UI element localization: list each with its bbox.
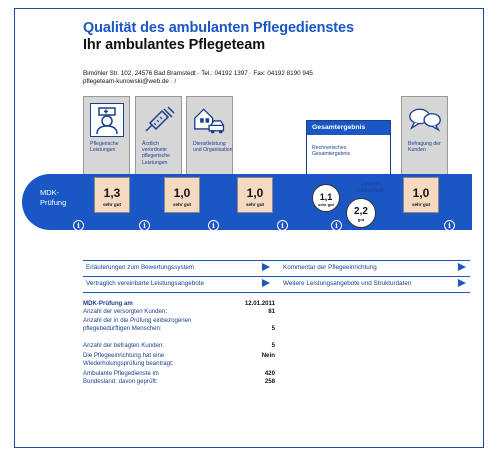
address-line: Bimöhler Str. 102, 24576 Bad Bramstedt · Tel.: 04192 1397 · Fax: 04192 8190 945 [83, 70, 313, 77]
stat-label: MDK-Prüfung am [83, 300, 133, 307]
arrow-right-icon[interactable] [262, 279, 270, 287]
landes-label-line1: Landes- [360, 181, 380, 187]
arrow-right-icon[interactable] [458, 263, 466, 271]
grade-box-befragung [403, 177, 439, 213]
stat-label: Die Pflegeeinrichtung hat eine Wiederholungsprüfung beantragt: [83, 352, 174, 367]
tab-pflegerische-leistungen[interactable] [83, 96, 130, 176]
syringe-icon [142, 103, 176, 137]
stat-row [83, 308, 275, 316]
stat-label: Ambulante Pflegedienste im Bundesland: davon geprüft: [83, 370, 159, 385]
grade-value: 1,0 [173, 186, 191, 200]
tab-label: Befragung der Kunden [408, 141, 441, 154]
tab-label: Dienstleistung und Organisation [193, 141, 233, 154]
tab-header: Gesamtergebnis [307, 121, 390, 135]
tab-dienstleistung[interactable] [186, 96, 233, 176]
landesdurchschnitt-label [356, 181, 384, 194]
grade-text: sehr gut [102, 202, 122, 207]
divider [83, 260, 470, 261]
house-car-icon [193, 103, 227, 137]
stat-row [83, 370, 275, 385]
nurse-icon [90, 103, 124, 137]
stat-label: Anzahl der in die Prüfung einbezogenen pflegebedürftigen Menschen: [83, 317, 192, 332]
arrow-right-icon[interactable] [262, 263, 270, 271]
link-leistungsangebote[interactable]: Vertraglich vereinbarte Leistungsangebote [86, 280, 204, 287]
page-subtitle: Ihr ambulantes Pflegeteam [83, 37, 266, 53]
stat-value: 5 [271, 342, 275, 349]
mdk-label-line1: MDK- [40, 188, 60, 197]
link-kommentar[interactable]: Kommentar der Pflegeeinrichtung [283, 264, 377, 271]
grade-value: 1,1 [319, 192, 333, 202]
stat-label: Anzahl der versorgten Kunden: [83, 308, 168, 315]
stat-value: 420 258 [264, 370, 275, 385]
grade-value: 1,0 [246, 186, 264, 200]
info-icon[interactable]: i [444, 220, 455, 231]
stat-value: 81 [268, 308, 275, 315]
page-title: Qualität des ambulanten Pflegedienstes [83, 20, 354, 36]
link-erlaeuterungen[interactable]: Erläuterungen zum Bewertungssystem [86, 264, 195, 271]
grade-text: sehr gut [411, 202, 431, 207]
link-strukturdaten[interactable]: Weitere Leistungsangebote und Strukturdaten [283, 280, 412, 287]
grade-value: 1,3 [103, 186, 121, 200]
info-icon[interactable]: i [331, 220, 342, 231]
stat-row [83, 342, 275, 350]
stat-row [83, 352, 275, 367]
stat-value: 12.01.2011 [244, 300, 275, 307]
info-icon[interactable]: i [139, 220, 150, 231]
stat-label: Anzahl der befragten Kunden: [83, 342, 164, 349]
grade-text: gut [357, 217, 365, 222]
grade-text: sehr gut [172, 202, 192, 207]
info-icon[interactable]: i [277, 220, 288, 231]
grade-text: sehr gut [318, 202, 334, 207]
grade-box-aerztlich [164, 177, 200, 213]
grade-circle-gesamt [312, 184, 340, 212]
email-line: pflegeteam-kunowski@web.de · / [83, 78, 177, 85]
grade-box-pflegerische [94, 177, 130, 213]
stat-value: Nein [261, 352, 275, 359]
landes-label-line2: durchschnitt [356, 187, 384, 194]
info-icon[interactable]: i [208, 220, 219, 231]
grade-box-dienstleistung [237, 177, 273, 213]
grade-value: 2,2 [354, 206, 368, 217]
stat-value: 5 [271, 325, 275, 332]
grade-circle-landesdurchschnitt [346, 198, 376, 228]
stat-row [83, 317, 275, 332]
stat-row [83, 300, 275, 308]
tab-gesamtergebnis[interactable] [306, 120, 391, 176]
divider [83, 276, 470, 277]
tab-befragung[interactable] [401, 96, 448, 176]
tab-label: Ärztlich verordnete pflegerische Leistungen [142, 141, 170, 166]
grade-value: 1,0 [412, 186, 430, 200]
tab-label: Pflegerische Leistungen [90, 141, 119, 154]
grade-text: sehr gut [245, 202, 265, 207]
speech-bubbles-icon [408, 103, 442, 137]
info-icon[interactable]: i [73, 220, 84, 231]
arrow-right-icon[interactable] [458, 279, 466, 287]
tab-aerztlich-verordnete[interactable] [135, 96, 182, 176]
tab-label: Rechnerisches Gesamtergebnis [312, 145, 351, 158]
divider [83, 292, 470, 293]
mdk-pruefung-label [40, 188, 66, 208]
mdk-label-line2: Prüfung [40, 198, 67, 208]
